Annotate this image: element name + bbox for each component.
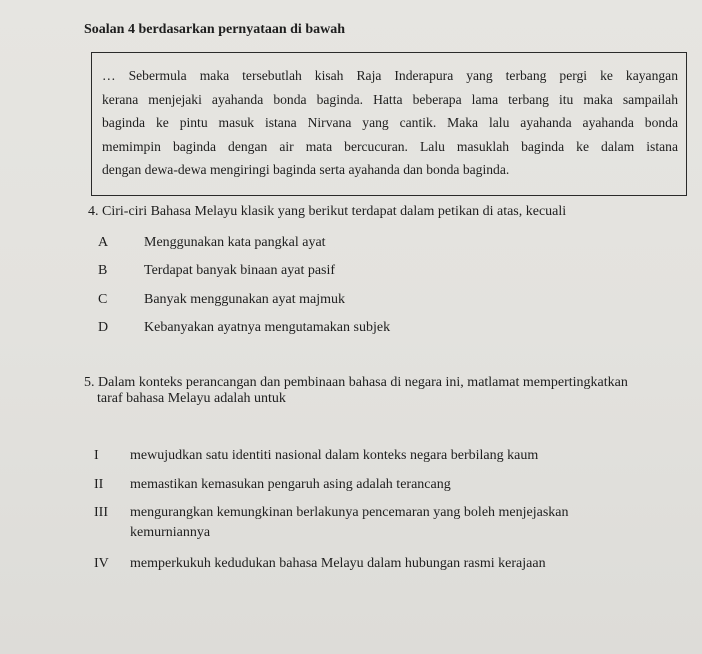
statement-number: I [94,448,99,463]
option-letter: A [98,235,109,250]
statement-number: IV [94,556,109,571]
option-text: Banyak menggunakan ayat majmuk [144,292,345,307]
passage-line: memimpin baginda dengan air mata bercucuran. Lalu masuklah baginda ke dalam istana [102,138,678,154]
statement-number: III [94,505,108,520]
question-5-stem-continued: taraf bahasa Melayu adalah untuk [97,391,286,406]
passage-line: baginda ke pintu masuk istana Nirvana yang cantik. Maka lalu ayahanda ayahanda bonda [102,115,678,130]
statement-text: mengurangkan kemungkinan berlakunya pencemaran yang boleh menjejaskan [130,505,569,520]
passage-line: kerana menjejaki ayahanda bonda baginda. Hatta beberapa lama terbang itu maka sampailah [102,91,678,107]
option-letter: C [98,292,108,307]
option-letter: D [98,320,109,335]
question-4-stem: 4. Ciri-ciri Bahasa Melayu klasik yang berikut terdapat dalam petikan di atas, kecuali [88,204,567,219]
passage-box [91,52,687,196]
statement-text: memastikan kemasukan pengaruh asing adalah terancang [130,477,451,492]
question-5-stem: 5. Dalam konteks perancangan dan pembinaan bahasa di negara ini, matlamat mempertingkatkan [84,375,628,390]
passage-line: … Sebermula maka tersebutlah kisah Raja Inderapura yang terbang pergi ke kayangan [102,68,678,83]
passage-intro: Soalan 4 berdasarkan pernyataan di bawah [84,22,346,37]
option-text: Kebanyakan ayatnya mengutamakan subjek [144,320,391,335]
statement-text: memperkukuh kedudukan bahasa Melayu dalam hubungan rasmi kerajaan [130,556,546,571]
option-letter: B [98,263,108,278]
option-text: Terdapat banyak binaan ayat pasif [144,263,336,278]
question-5-statement-iii-continued: kemurniannya [130,525,211,540]
statement-text: mewujudkan satu identiti nasional dalam konteks negara berbilang kaum [130,448,539,463]
statement-number: II [94,477,104,492]
passage-line: dengan dewa-dewa mengiringi baginda serta ayahanda dan bonda baginda. [102,162,510,177]
option-text: Menggunakan kata pangkal ayat [144,235,326,250]
